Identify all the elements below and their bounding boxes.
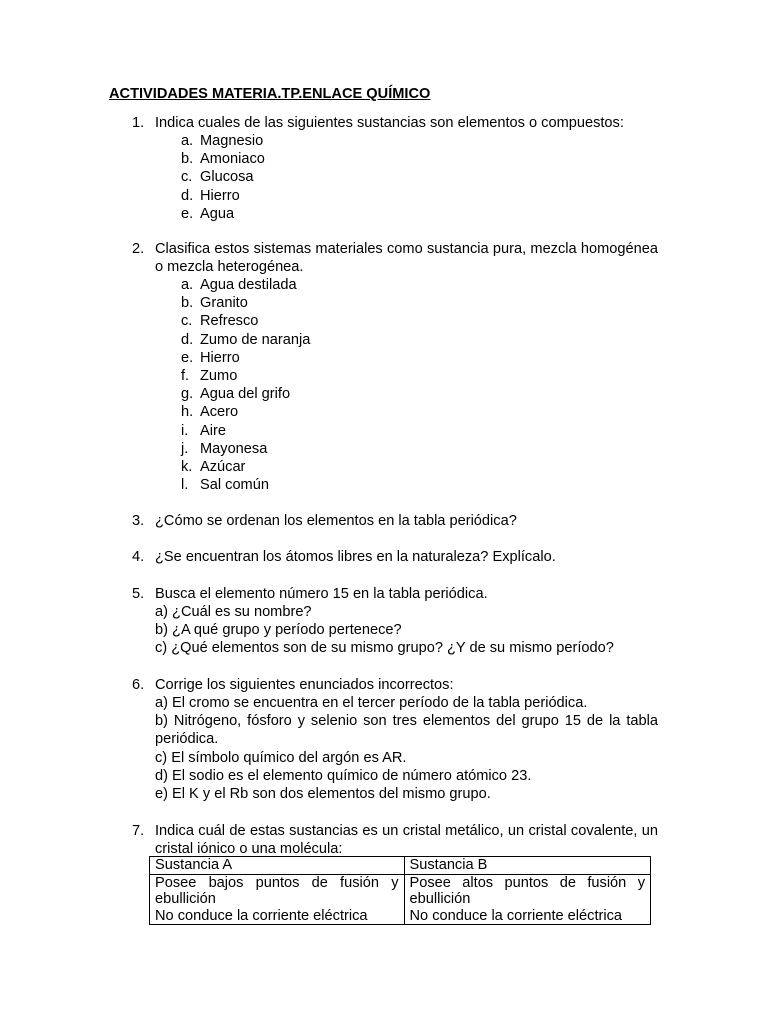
item-text: Agua destilada bbox=[200, 277, 297, 293]
sub-question: e) El K y el Rb son dos elementos del mismo grupo. bbox=[155, 786, 491, 803]
item-text: Mayonesa bbox=[200, 440, 268, 457]
sub-question: a) El cromo se encuentra en el tercer período de la tabla periódica. bbox=[155, 695, 588, 711]
question-text: Busca el elemento número 15 en la tabla periódica. bbox=[155, 586, 488, 602]
item-text: Aire bbox=[200, 422, 226, 439]
question-text: Corrige los siguientes enunciados incorrectos: bbox=[155, 677, 454, 693]
sub-question: c) El símbolo químico del argón es AR. bbox=[155, 749, 407, 766]
cell-line: Posee bajos puntos de fusión y ebullición bbox=[155, 874, 399, 907]
item-text: Amoniaco bbox=[200, 151, 265, 168]
item-letter: a. bbox=[181, 133, 194, 149]
item-letter: k. bbox=[181, 458, 193, 475]
question-number: 6. bbox=[132, 677, 145, 693]
item-letter: e. bbox=[181, 349, 194, 366]
table-header-cell: Sustancia A bbox=[150, 857, 405, 875]
item-text: Hierro bbox=[200, 187, 240, 204]
item-letter: d. bbox=[181, 331, 194, 348]
item-text: Zumo bbox=[200, 367, 238, 384]
sub-question-list bbox=[155, 694, 658, 803]
question-number: 3. bbox=[132, 513, 145, 529]
item-letter: f. bbox=[181, 367, 190, 384]
table-cell bbox=[150, 874, 405, 925]
item-letter: h. bbox=[181, 404, 194, 421]
item-text: Granito bbox=[200, 295, 248, 312]
item-letter: i. bbox=[181, 422, 189, 439]
table-header-cell: Sustancia B bbox=[404, 857, 651, 875]
item-text: Agua del grifo bbox=[200, 386, 291, 403]
question-text: ¿Cómo se ordenan los elementos en la tabla periódica? bbox=[155, 513, 517, 529]
item-letter: c. bbox=[181, 313, 193, 330]
question-number: 1. bbox=[132, 115, 145, 131]
question-number: 7. bbox=[132, 823, 145, 839]
item-letter: b. bbox=[181, 151, 194, 168]
table-row bbox=[150, 874, 651, 925]
item-letter: a. bbox=[181, 277, 194, 293]
cell-line: No conduce la corriente eléctrica bbox=[409, 907, 623, 924]
sub-question: a) ¿Cuál es su nombre? bbox=[155, 604, 312, 620]
document-title: ACTIVIDADES MATERIA.TP.ENLACE QUÍMICO bbox=[109, 86, 431, 102]
substances-table bbox=[149, 856, 651, 925]
item-text: Sal común bbox=[200, 477, 269, 494]
item-letter: l. bbox=[181, 477, 189, 494]
question-number: 4. bbox=[132, 549, 145, 565]
sub-question: b) ¿A qué grupo y período pertenece? bbox=[155, 622, 402, 639]
item-text: Refresco bbox=[200, 313, 259, 330]
question-number: 5. bbox=[132, 586, 145, 602]
sub-question: d) El sodio es el elemento químico de número atómico 23. bbox=[155, 767, 532, 784]
item-letter: d. bbox=[181, 187, 194, 204]
item-text: Glucosa bbox=[200, 169, 254, 186]
table-header-row bbox=[150, 857, 651, 875]
sub-question: b) Nitrógeno, fósforo y selenio son tres elementos del grupo 15 de la tabla periódica. bbox=[155, 713, 658, 748]
sub-question-list bbox=[155, 603, 658, 658]
table-cell bbox=[404, 874, 651, 925]
sub-question: c) ¿Qué elementos son de su mismo grupo? ¿Y de su mismo período? bbox=[155, 640, 614, 657]
item-letter: e. bbox=[181, 205, 194, 222]
item-letter: j. bbox=[181, 440, 189, 457]
item-text: Hierro bbox=[200, 349, 240, 366]
item-letter: c. bbox=[181, 169, 193, 186]
question-number: 2. bbox=[132, 241, 145, 257]
item-letter: g. bbox=[181, 386, 194, 403]
cell-line: No conduce la corriente eléctrica bbox=[155, 907, 368, 924]
cell-line: Posee altos puntos de fusión y ebullición bbox=[409, 874, 645, 907]
item-text: Zumo de naranja bbox=[200, 331, 311, 348]
question-text: Clasifica estos sistemas materiales como sustancia pura, mezcla homogénea o mezcla heterogénea. bbox=[155, 241, 658, 276]
question-text: Indica cuál de estas sustancias es un cristal metálico, un cristal covalente, un cristal iónico o una molécula: bbox=[155, 823, 658, 858]
item-letter: b. bbox=[181, 295, 194, 312]
question-text: ¿Se encuentran los átomos libres en la naturaleza? Explícalo. bbox=[155, 549, 556, 565]
item-text: Azúcar bbox=[200, 458, 246, 475]
item-text: Magnesio bbox=[200, 133, 264, 149]
question-text: Indica cuales de las siguientes sustancias son elementos o compuestos: bbox=[155, 115, 624, 131]
item-text: Acero bbox=[200, 404, 239, 421]
item-text: Agua bbox=[200, 205, 235, 222]
